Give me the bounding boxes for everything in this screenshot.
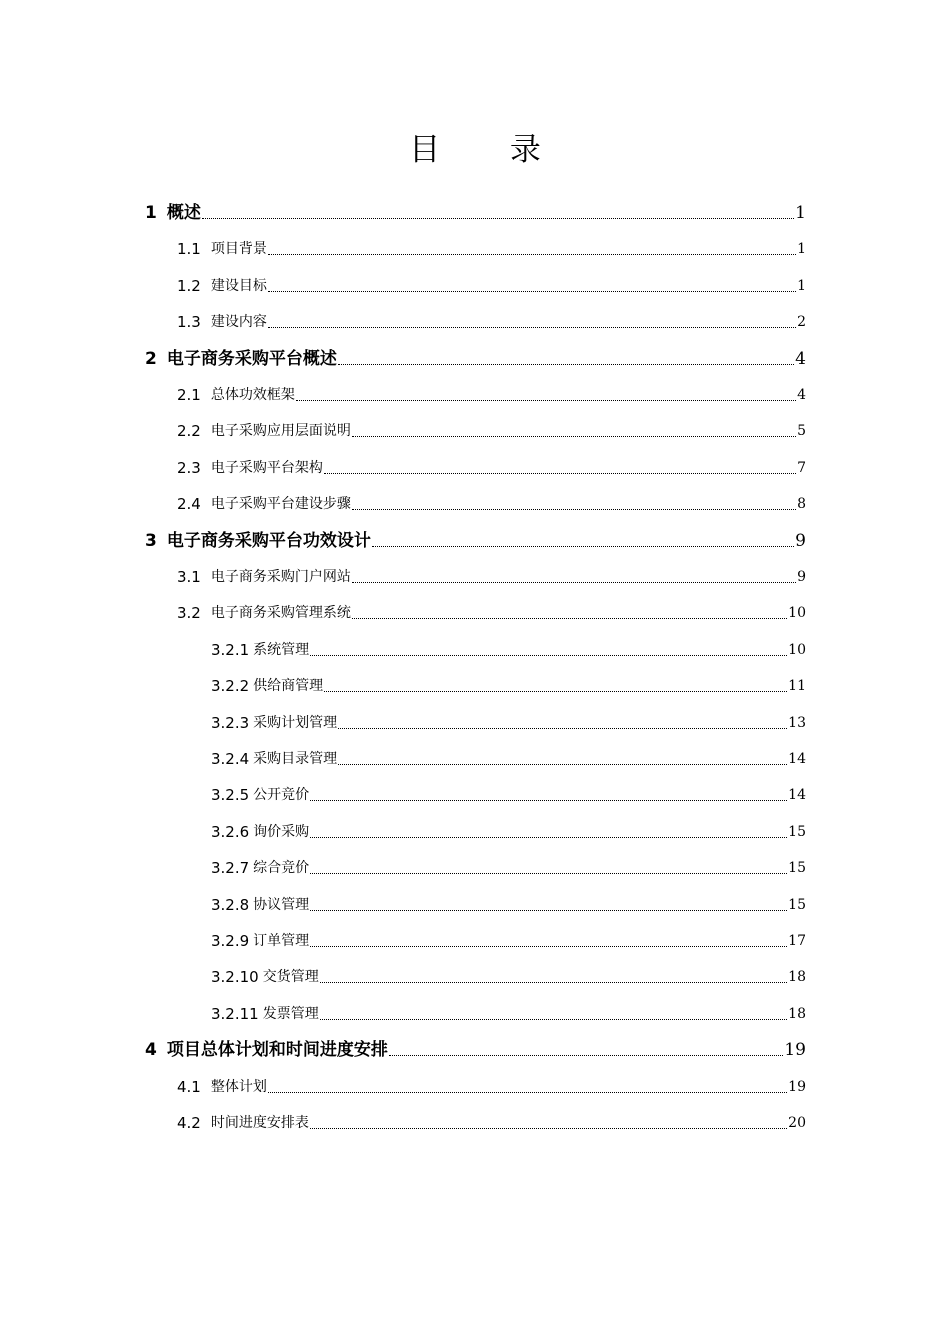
- toc-entry-number: 3.2.3: [211, 713, 250, 732]
- toc-entry-number: 3: [145, 530, 157, 551]
- toc-entry-page-number: 8: [797, 496, 806, 513]
- toc-entry-text: [177, 420, 351, 442]
- toc-entry[interactable]: [177, 297, 806, 333]
- toc-dot-leader: [310, 837, 787, 838]
- toc-entry-label: 电子商务采购平台功效设计: [166, 530, 371, 551]
- toc-entry-label: 系统管理: [253, 641, 310, 658]
- toc-dot-leader: [320, 1019, 787, 1020]
- toc-entry-page-number: 5: [797, 423, 806, 440]
- toc-entry-number: 1: [145, 203, 157, 223]
- toc-dot-leader: [352, 618, 787, 619]
- toc-entry-number: 3.2.5: [211, 786, 250, 805]
- toc-entry-text: [177, 457, 323, 479]
- toc-entry-label: 订单管理: [253, 933, 310, 949]
- toc-entry[interactable]: [211, 807, 806, 843]
- toc-entry[interactable]: [177, 479, 806, 515]
- toc-entry-text: [145, 202, 201, 224]
- toc-dot-leader: [338, 364, 794, 365]
- toc-entry[interactable]: [177, 261, 806, 297]
- toc-entry-label: 采购目录管理: [253, 751, 338, 767]
- toc-dot-leader: [338, 728, 787, 729]
- toc-entry-label: 电子采购平台建设步骤: [210, 496, 351, 513]
- toc-entry-number: 1.2: [177, 276, 201, 295]
- toc-entry[interactable]: [177, 443, 806, 479]
- toc-entry[interactable]: [177, 1062, 806, 1098]
- toc-entry[interactable]: [211, 770, 806, 806]
- toc-entry[interactable]: [177, 588, 806, 624]
- toc-entry-page-number: 15: [788, 860, 806, 877]
- toc-entry-text: [177, 384, 295, 406]
- toc-entry-label: 建设内容: [210, 314, 267, 331]
- toc-entry-number: 2: [145, 348, 157, 369]
- toc-entry-label: 电子采购平台架构: [210, 459, 323, 476]
- toc-dot-leader: [268, 254, 796, 255]
- toc-entry-page-number: 10: [788, 605, 806, 622]
- toc-dot-leader: [352, 509, 796, 510]
- toc-entry-number: 4.1: [177, 1077, 201, 1096]
- toc-entry-page-number: 1: [795, 203, 806, 223]
- toc-entry-number: 4: [145, 1040, 157, 1061]
- toc-title: 目 录: [409, 132, 571, 168]
- toc-dot-leader: [310, 800, 787, 801]
- toc-entry[interactable]: [211, 625, 806, 661]
- toc-entry[interactable]: [211, 989, 806, 1025]
- toc-entry-number: 2.1: [177, 386, 201, 404]
- toc-entry-page-number: 19: [784, 1040, 806, 1061]
- toc-entry-number: 3.2.8: [211, 895, 250, 914]
- toc-dot-leader: [320, 982, 787, 983]
- toc-dot-leader: [268, 1092, 787, 1093]
- toc-entry-label: 时间进度安排表: [210, 1115, 309, 1131]
- toc-entry[interactable]: [177, 1098, 806, 1134]
- toc-entry[interactable]: [211, 916, 806, 952]
- toc-entry[interactable]: [177, 370, 806, 406]
- toc-entry-page-number: 15: [788, 823, 806, 840]
- toc-entry-label: 综合竞价: [253, 860, 310, 877]
- toc-entry-number: 2.3: [177, 458, 201, 477]
- toc-entry-page-number: 4: [795, 348, 806, 369]
- toc-entry-page-number: 17: [788, 933, 806, 949]
- toc-entry-text: [177, 1076, 267, 1098]
- toc-entry-label: 电子商务采购管理系统: [210, 605, 351, 622]
- toc-entry-page-number: 15: [788, 896, 806, 913]
- toc-entry[interactable]: [145, 188, 806, 224]
- toc-entry-page-number: 11: [788, 678, 806, 695]
- toc-entry-page-number: 9: [795, 530, 806, 551]
- toc-dot-leader: [310, 655, 787, 656]
- toc-entry-label: 公开竞价: [253, 787, 310, 804]
- toc-entry-label: 采购计划管理: [253, 714, 338, 731]
- toc-entry-label: 电子商务采购门户网站: [210, 569, 351, 585]
- toc-entry-number: 2.4: [177, 495, 201, 514]
- toc-entry-label: 项目总体计划和时间进度安排: [166, 1040, 388, 1061]
- toc-entry-number: 3.2.11: [211, 1004, 259, 1023]
- toc-entry-label: 整体计划: [210, 1078, 267, 1095]
- toc-entry-number: 3.1: [177, 568, 201, 586]
- toc-entry-page-number: 20: [788, 1115, 806, 1131]
- toc-entry-text: [211, 784, 309, 806]
- toc-entry-text: [177, 566, 351, 588]
- toc-entry-text: [211, 857, 309, 879]
- toc-entry-page-number: 7: [797, 459, 806, 476]
- toc-entry[interactable]: [177, 552, 806, 588]
- toc-entry[interactable]: [145, 334, 806, 370]
- toc-dot-leader: [310, 946, 787, 947]
- toc-dot-leader: [372, 546, 794, 547]
- toc-entry-page-number: 13: [788, 714, 806, 731]
- toc-entry[interactable]: [177, 406, 806, 442]
- toc-entry-label: 协议管理: [253, 896, 310, 913]
- toc-entry-text: [177, 238, 267, 260]
- toc-entry-page-number: 10: [788, 641, 806, 658]
- toc-entry-text: [211, 748, 337, 770]
- toc-entry-text: [145, 530, 371, 552]
- toc-entry-text: [145, 348, 337, 370]
- toc-entry-text: [211, 1003, 319, 1025]
- toc-dot-leader: [310, 873, 787, 874]
- toc-entry-label: 概述: [166, 203, 201, 223]
- toc-entry[interactable]: [211, 661, 806, 697]
- toc-dot-leader: [296, 400, 796, 401]
- toc-entry-label: 电子商务采购平台概述: [166, 348, 337, 369]
- toc-entry-number: 1.3: [177, 313, 201, 332]
- toc-entry-label: 总体功效框架: [210, 387, 295, 403]
- toc-entry[interactable]: [211, 698, 806, 734]
- toc-entry-text: [211, 966, 319, 988]
- toc-entry-page-number: 14: [788, 787, 806, 804]
- toc-dot-leader: [268, 291, 796, 292]
- toc-dot-leader: [352, 582, 796, 583]
- toc-entry-label: 建设目标: [210, 277, 267, 294]
- toc-dot-leader: [324, 473, 796, 474]
- toc-entry-number: 3.2.7: [211, 859, 250, 878]
- toc-dot-leader: [310, 1128, 787, 1129]
- toc-entry-page-number: 9: [797, 569, 806, 585]
- toc-entry-number: 3.2.10: [211, 968, 259, 987]
- toc-dot-leader: [202, 218, 794, 219]
- toc-entry-text: [177, 602, 351, 624]
- toc-entry-number: 1.1: [177, 240, 201, 259]
- toc-entry-number: 2.2: [177, 422, 201, 441]
- toc-entry-label: 供给商管理: [253, 678, 324, 695]
- toc-entry-page-number: 1: [797, 241, 806, 258]
- toc-entry-text: [211, 821, 309, 843]
- toc-entry-text: [211, 675, 323, 697]
- toc-entry-text: [145, 1039, 388, 1061]
- toc-entry-page-number: 2: [797, 314, 806, 331]
- toc-entry-label: 电子采购应用层面说明: [210, 423, 351, 440]
- toc-entry-page-number: 19: [788, 1078, 806, 1095]
- toc-entry-label: 询价采购: [253, 823, 310, 840]
- toc-entry[interactable]: [211, 952, 806, 988]
- toc-entry-text: [211, 894, 309, 916]
- toc-entry-page-number: 1: [797, 277, 806, 294]
- toc-dot-leader: [268, 327, 796, 328]
- toc-entry-text: [177, 275, 267, 297]
- toc-dot-leader: [352, 436, 796, 437]
- toc-entry-number: 3.2.1: [211, 640, 250, 659]
- toc-dot-leader: [324, 691, 787, 692]
- toc-entry-number: 4.2: [177, 1114, 201, 1132]
- toc-entry-text: [211, 930, 309, 952]
- toc-entry-text: [177, 493, 351, 515]
- toc-entry-page-number: 4: [797, 387, 806, 403]
- toc-entry-number: 3.2.6: [211, 822, 250, 841]
- toc-entry-number: 3.2: [177, 604, 201, 623]
- toc-entry-text: [211, 712, 337, 734]
- toc-entry-page-number: 14: [788, 751, 806, 767]
- toc-entry[interactable]: [145, 516, 806, 552]
- toc-entry-page-number: 18: [788, 969, 806, 986]
- toc-dot-leader: [338, 764, 787, 765]
- toc-entry[interactable]: [211, 843, 806, 879]
- toc-entry-text: [211, 639, 309, 661]
- toc-dot-leader: [310, 910, 787, 911]
- toc-entry[interactable]: [145, 1025, 806, 1061]
- toc-entry[interactable]: [211, 734, 806, 770]
- toc-entry-text: [177, 311, 267, 333]
- toc-entry-number: 3.2.9: [211, 932, 250, 950]
- toc-dot-leader: [389, 1055, 784, 1056]
- toc-entry-label: 项目背景: [210, 241, 267, 258]
- toc-entry[interactable]: [211, 880, 806, 916]
- toc-entry[interactable]: [177, 224, 806, 260]
- toc-entry-label: 交货管理: [262, 969, 319, 986]
- toc-entry-page-number: 18: [788, 1005, 806, 1022]
- toc-entry-number: 3.2.4: [211, 750, 250, 768]
- toc-entry-label: 发票管理: [262, 1005, 319, 1022]
- toc-entry-number: 3.2.2: [211, 677, 250, 696]
- toc-entry-text: [177, 1112, 309, 1134]
